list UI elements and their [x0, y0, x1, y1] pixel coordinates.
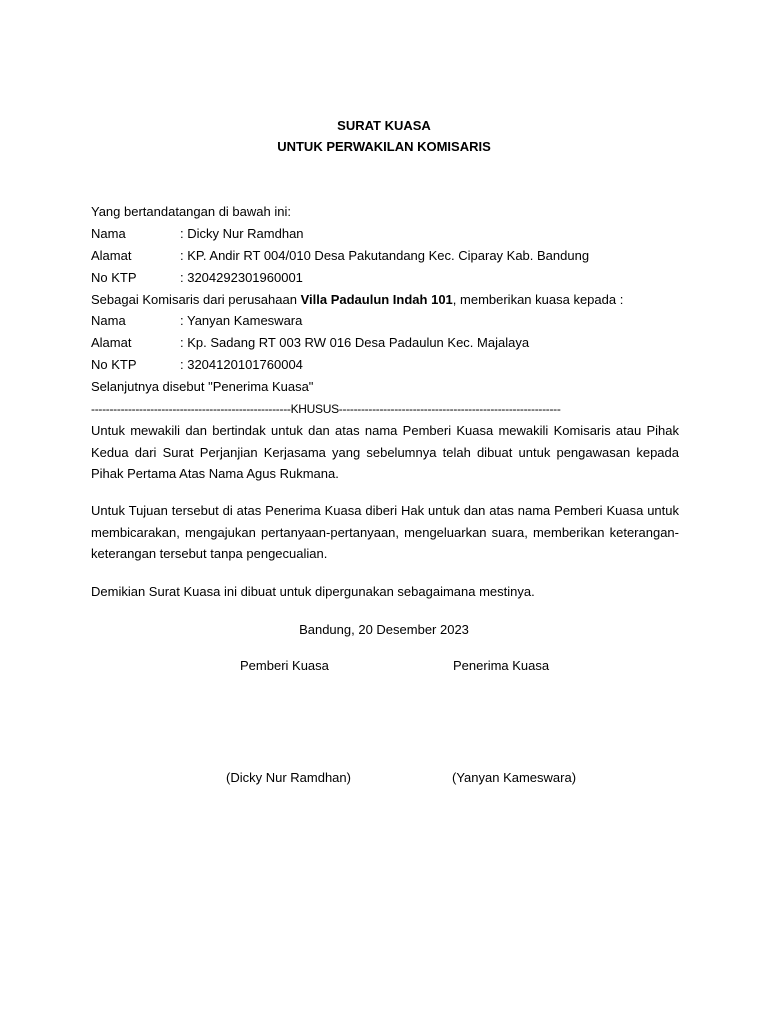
- role-line-after: , memberikan kuasa kepada :: [452, 292, 624, 307]
- role-line: [91, 292, 623, 308]
- grantor-address-label: Alamat: [91, 248, 132, 263]
- place-date: Bandung, 20 Desember 2023: [299, 622, 469, 637]
- grantor-ktp-row: [91, 270, 303, 286]
- grantee-name-label: Nama: [91, 313, 126, 328]
- paragraph-1: Untuk mewakili dan bertindak untuk dan atas nama Pemberi Kuasa mewakili Komisaris atau Pihak Kedua dari Surat Perjanjian Kerjasama yang sebelumnya telah dibuat untuk pengawasan kepada Pihak Pertama Atas Nama Agus Rukmana.: [91, 423, 679, 482]
- grantee-signature-role: Penerima Kuasa: [453, 658, 550, 673]
- grantee-address-value: : Kp. Sadang RT 003 RW 016 Desa Padaulun Kec. Majalaya: [180, 335, 530, 350]
- intro-text: Yang bertandatangan di bawah ini:: [91, 204, 291, 219]
- grantor-name-row: [91, 226, 304, 242]
- paragraph-2: Untuk Tujuan tersebut di atas Penerima Kuasa diberi Hak untuk dan atas nama Pemberi Kuasa untuk membicarakan, mengajukan pertanyaan-pertanyaan, mengeluarkan suara, memberikan keterangan- keterangan tersebut tanpa pengecualian.: [91, 503, 679, 562]
- grantor-address-value: : KP. Andir RT 004/010 Desa Pakutandang Kec. Ciparay Kab. Bandung: [180, 248, 590, 263]
- grantee-ktp-row: [91, 357, 303, 373]
- role-line-before: Sebagai Komisaris dari perusahaan: [91, 292, 301, 307]
- grantee-ktp-value: : 3204120101760004: [180, 357, 303, 372]
- grantee-ktp-label: No KTP: [91, 357, 137, 372]
- grantor-ktp-label: No KTP: [91, 270, 137, 285]
- grantor-name-value: : Dicky Nur Ramdhan: [180, 226, 304, 241]
- khusus-divider: ------------------------------------------------------KHUSUS------------------------------------------------------------: [91, 402, 561, 416]
- grantor-address-row: [91, 248, 589, 264]
- grantor-ktp-value: : 3204292301960001: [180, 270, 303, 285]
- document-subtitle: UNTUK PERWAKILAN KOMISARIS: [277, 139, 491, 154]
- grantor-name-label: Nama: [91, 226, 126, 241]
- grantee-signature-name: (Yanyan Kameswara): [452, 770, 577, 785]
- company-name: Villa Padaulun Indah 101: [300, 292, 453, 307]
- grantee-name-value: : Yanyan Kameswara: [180, 313, 303, 328]
- grantee-name-row: [91, 313, 302, 329]
- grantee-address-row: [91, 335, 529, 351]
- grantor-signature-name: (Dicky Nur Ramdhan): [226, 770, 351, 785]
- document-title: SURAT KUASA: [337, 118, 431, 133]
- referred-as-text: Selanjutnya disebut "Penerima Kuasa": [91, 379, 314, 394]
- closing-text: Demikian Surat Kuasa ini dibuat untuk dipergunakan sebagaimana mestinya.: [91, 584, 535, 599]
- grantor-signature-role: Pemberi Kuasa: [240, 658, 329, 673]
- grantee-address-label: Alamat: [91, 335, 132, 350]
